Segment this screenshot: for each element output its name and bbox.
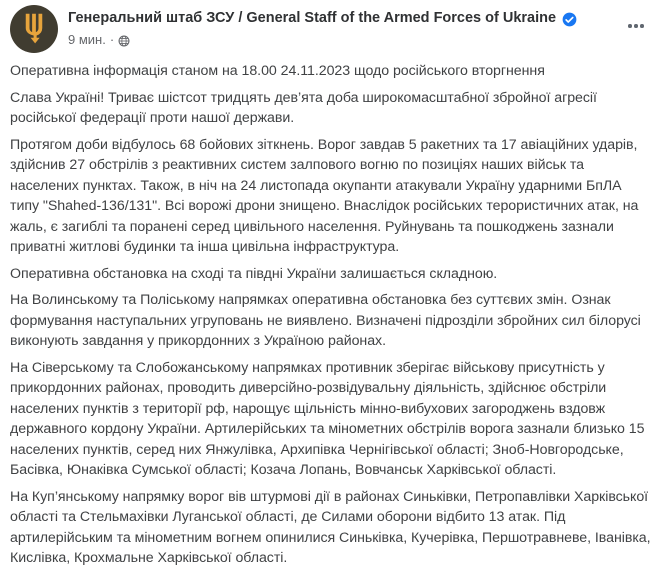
post-text-paragraph: Оперативна обстановка на сході та півдні України залишається складною. — [10, 265, 498, 282]
post-text-paragraph: Протягом доби відбулось 68 бойових зіткнень. Ворог завдав 5 ракетних та 17 авіаційних ударів, здійснив 27 обстрілів з реактивних систем залпового вогню по позиціях наших військ та населених пунктах. Також, в ніч на 24 листопада окупанти атакували Україну ударними БпЛА типу "Shahed-136/131". Всі ворожі дрони знищено. Внаслідок російських терористичних атак, на жаль, є загиблі та поранені серед цивільного населення. Руйнувань та пошкоджень зазнали приватні житлові будинки та інша цивільна інфраструктура. — [10, 136, 639, 255]
avatar[interactable] — [10, 5, 58, 53]
timestamp[interactable]: 9 мин. — [68, 32, 106, 47]
page-name-row — [68, 9, 624, 28]
post-body — [0, 53, 664, 569]
post-text-paragraph: Слава Україні! Триває шістсот тридцять дев’ята доба широкомасштабної збройної агресії російської федерації проти нашої держави. — [10, 89, 597, 126]
verified-badge-icon — [562, 12, 577, 27]
meta-separator: · — [109, 32, 115, 47]
post-text-paragraph: Оперативна інформація станом на 18.00 24.11.2023 щодо російського вторгнення — [10, 63, 545, 79]
page-name-link[interactable]: Генеральний штаб ЗСУ / General Staff of the Armed Forces of Ukraine — [68, 10, 557, 26]
trident-emblem-icon — [22, 13, 46, 46]
post-header-text — [68, 5, 624, 48]
post-text-paragraph: На Куп’янському напрямку ворог вів штурмові дії в районах Синьківки, Петропавлівки Харківської області та Стельмахівки Луганської області, де Силами оборони відбито 13 атак. Під артилерійським та мінометним вогнем опинилися Синьківка, Кучерівка, Першотравневе, Іванівка, Кислівка, Крохмальне Харківської області. — [10, 488, 651, 566]
ellipsis-icon — [634, 24, 638, 28]
post-meta-row — [68, 32, 624, 48]
ellipsis-icon — [640, 24, 644, 28]
globe-audience-icon — [118, 35, 130, 47]
post-header — [0, 0, 664, 53]
post-text-paragraph: На Сіверському та Слобожанському напрямках противник зберігає військову присутність у прикордонних районах, проводить диверсійно-розвідувальну діяльність, здійснює обстріли населених пунктів з території рф, нарощує щільність мінно-вибухових загороджень вздовж державного кордону України. Артилерійських та мінометних обстрілів ворога зазнали близько 15 населених пунктів, серед них Янжулівка, Архипівка Чернігівської області; Зноб-Новгородське, Басівка, Юнаківка Сумської області; Козача Лопань, Вовчанськ Харківської області. — [10, 359, 645, 478]
post-menu-button[interactable] — [624, 18, 648, 34]
post-text-paragraph: На Волинському та Поліському напрямках оперативна обстановка без суттєвих змін. Ознак формування наступальних угруповань не виявлено. Визначені підрозділи збройних сил білорусі виконують завдання у прикордонних з Україною районах. — [10, 292, 641, 349]
ellipsis-icon — [628, 24, 632, 28]
